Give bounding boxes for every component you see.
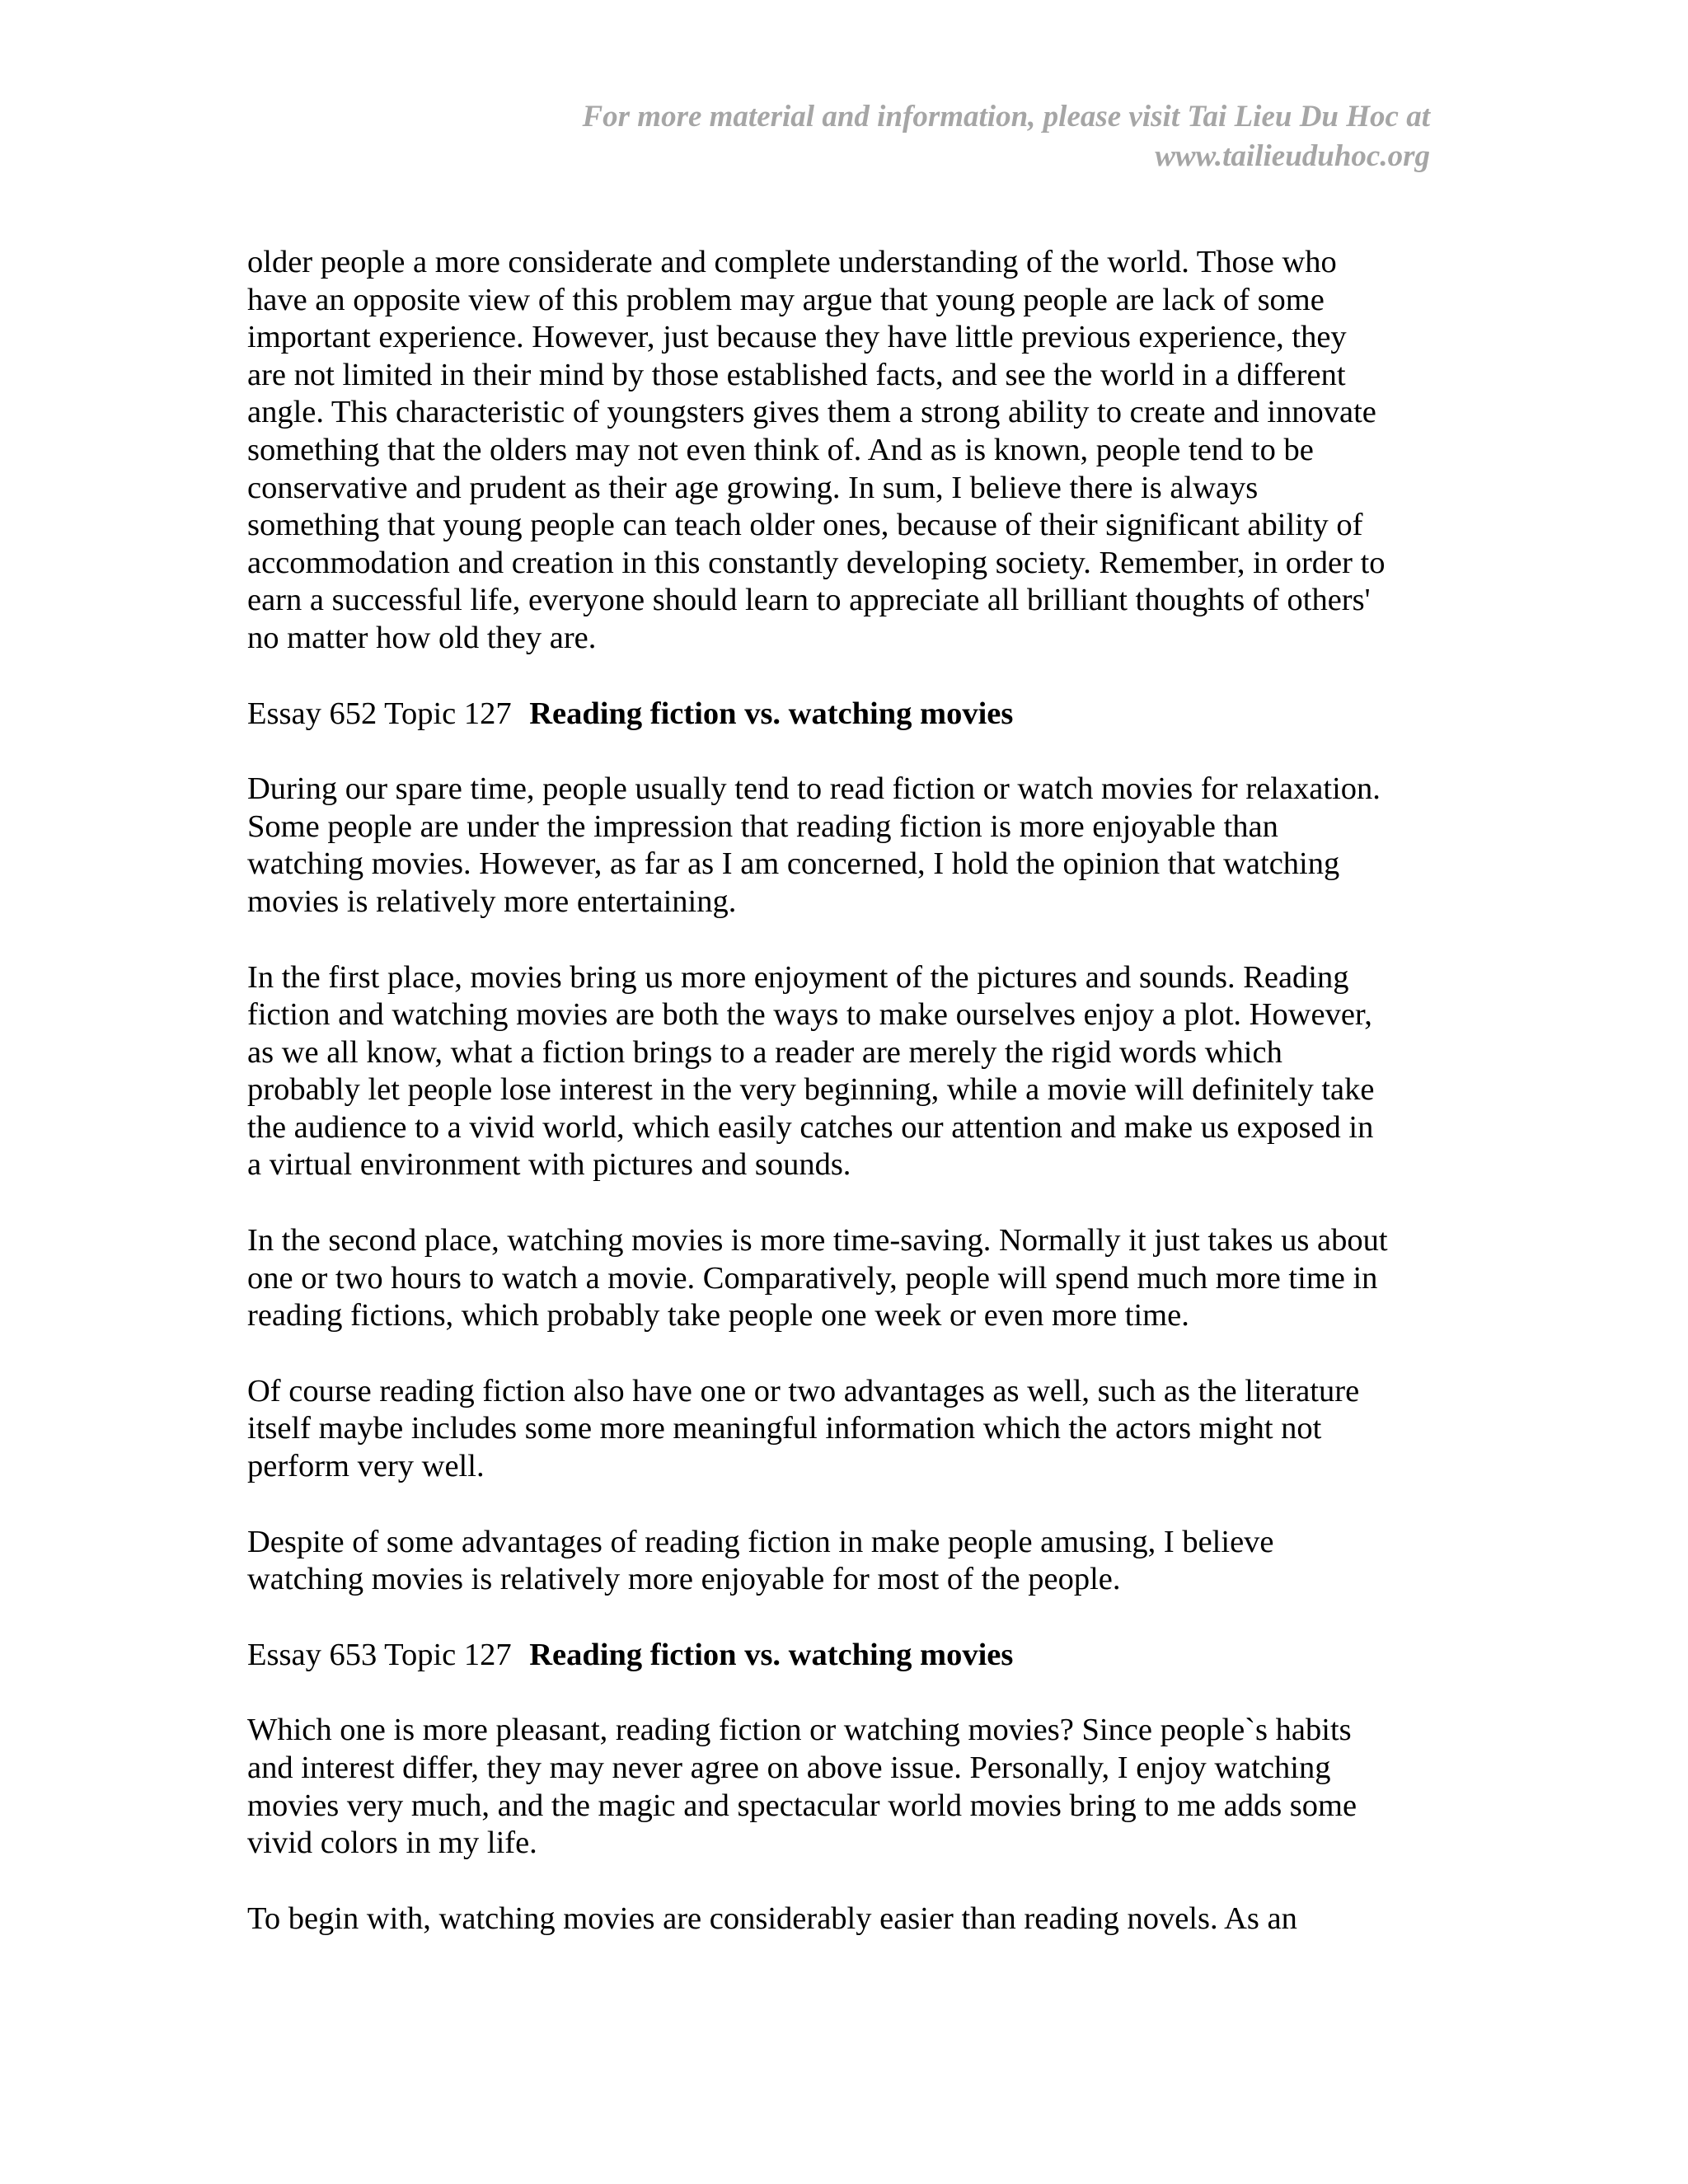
header-line-2: www.tailieuduhoc.org [1155,139,1430,173]
text-line: watching movies. However, as far as I am concerned, I hold the opinion that watching [247,846,1340,882]
page-header [247,97,1430,176]
text-line: probably let people lose interest in the very beginning, while a movie will definitely take [247,1072,1375,1108]
text-line: vivid colors in my life. [247,1825,537,1861]
essay-652-paragraph-5 [247,1524,1451,1599]
essay-653-paragraph-1 [247,1712,1451,1862]
text-line: In the first place, movies bring us more enjoyment of the pictures and sounds. Reading [247,959,1349,995]
text-line: To begin with, watching movies are considerably easier than reading novels. As an [247,1900,1297,1936]
text-line: fiction and watching movies are both the ways to make ourselves enjoy a plot. However, [247,997,1372,1033]
text-line: accommodation and creation in this constantly developing society. Remember, in order to [247,545,1386,580]
essay-652-heading [247,696,1451,733]
text-line: earn a successful life, everyone should learn to appreciate all brilliant thoughts of others' [247,583,1371,618]
text-line: as we all know, what a fiction brings to a reader are merely the rigid words which [247,1034,1282,1070]
text-line: a virtual environment with pictures and sounds. [247,1147,851,1183]
essay-653-title: Reading fiction vs. watching movies [529,1637,1014,1672]
essay-652-paragraph-1 [247,771,1451,921]
essay-652-paragraph-4 [247,1373,1451,1486]
text-line: no matter how old they are. [247,620,597,655]
essay-652-paragraph-3 [247,1222,1451,1335]
essay-652-paragraph-2 [247,959,1451,1185]
text-line: one or two hours to watch a movie. Comparatively, people will spend much more time in [247,1260,1378,1296]
text-line: In the second place, watching movies is more time-saving. Normally it just takes us about [247,1223,1388,1258]
text-line: watching movies is relatively more enjoyable for most of the people. [247,1562,1121,1597]
essay-652-title: Reading fiction vs. watching movies [529,696,1014,731]
text-line: something that young people can teach older ones, because of their significant ability of [247,508,1363,543]
text-line: the audience to a vivid world, which easily catches our attention and make us exposed in [247,1109,1374,1145]
essay-652-label: Essay 652 Topic 127 [247,696,512,731]
text-line: Which one is more pleasant, reading fiction or watching movies? Since people`s habits [247,1713,1352,1748]
continuation-paragraph [247,244,1451,658]
essay-653-paragraph-2 [247,1900,1451,1938]
text-line: are not limited in their mind by those established facts, and see the world in a different [247,357,1346,392]
text-line: reading fictions, which probably take people one week or even more time. [247,1298,1189,1333]
text-line: movies very much, and the magic and spectacular world movies bring to me adds some [247,1788,1357,1823]
text-line: Some people are under the impression that reading fiction is more enjoyable than [247,808,1278,844]
essay-653-label: Essay 653 Topic 127 [247,1637,512,1672]
text-line: angle. This characteristic of youngsters gives them a strong ability to create and innovate [247,395,1376,430]
text-line: have an opposite view of this problem may argue that young people are lack of some [247,282,1325,317]
text-line: Of course reading fiction also have one or two advantages as well, such as the literature [247,1373,1360,1408]
essay-653-heading [247,1637,1451,1675]
text-line: something that the olders may not even think of. And as is known, people tend to be [247,432,1314,467]
header-line-1: For more material and information, please visit Tai Lieu Du Hoc at [582,100,1430,134]
document-body [247,244,1451,1975]
text-line: perform very well. [247,1449,485,1484]
text-line: itself maybe includes some more meaningful information which the actors might not [247,1411,1322,1446]
text-line: Despite of some advantages of reading fiction in make people amusing, I believe [247,1524,1274,1559]
text-line: conservative and prudent as their age growing. In sum, I believe there is always [247,470,1259,505]
text-line: important experience. However, just because they have little previous experience, they [247,320,1347,355]
text-line: and interest differ, they may never agree on above issue. Personally, I enjoy watching [247,1750,1331,1785]
text-line: older people a more considerate and complete understanding of the world. Those who [247,245,1337,279]
text-line: movies is relatively more entertaining. [247,883,737,919]
text-line: During our spare time, people usually tend to read fiction or watch movies for relaxation. [247,771,1381,807]
